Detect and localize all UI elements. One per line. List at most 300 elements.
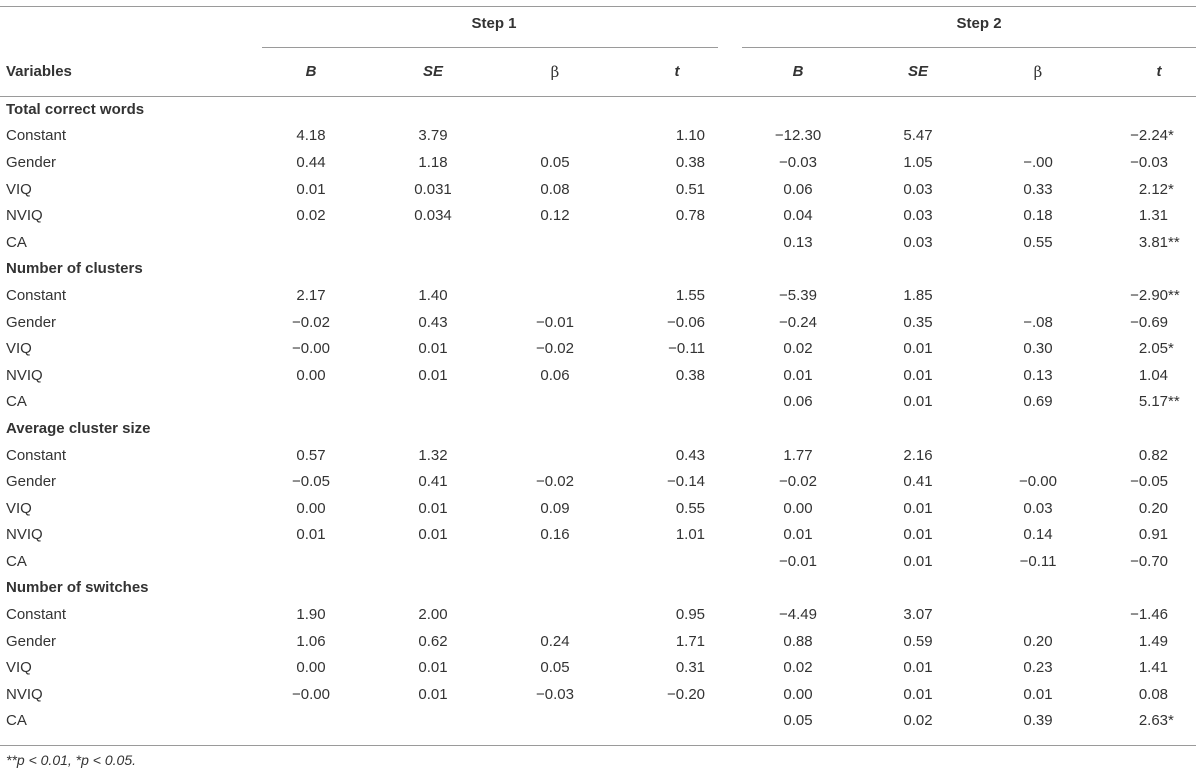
cell-value: 0.20: [1138, 499, 1169, 517]
table-cell: [250, 202, 372, 229]
cell-value: −0.14: [667, 473, 706, 491]
table-cell: [858, 681, 978, 708]
cell-value: 0.09: [540, 499, 570, 517]
table-cell: [978, 548, 1098, 575]
table-cell: [738, 176, 858, 203]
section-header-row: [0, 256, 1200, 283]
cell-value: −1.46: [1130, 606, 1169, 624]
table-cell: [738, 442, 858, 469]
table-cell: [616, 628, 738, 655]
cell-value: 0.35: [903, 313, 933, 331]
cell-value: 0.33: [1023, 180, 1053, 198]
cell-value: 0.01: [783, 366, 813, 384]
cell-value: 0.01: [418, 659, 448, 677]
row-label: NVIQ: [6, 685, 43, 703]
table-cell: [738, 229, 858, 256]
table-cell: [494, 149, 616, 176]
table-cell: [978, 681, 1098, 708]
table-cell: [372, 468, 494, 495]
table-cell: [738, 335, 858, 362]
table-cell: [978, 522, 1098, 549]
column-header-row: [0, 47, 1200, 96]
table-cell: [858, 495, 978, 522]
table-cell: [1098, 681, 1200, 708]
table-cell: [858, 601, 978, 628]
table-cell: [372, 335, 494, 362]
table-cell: [978, 601, 1098, 628]
table-cell: [372, 681, 494, 708]
cell-value: −0.03: [1130, 153, 1169, 171]
cell-value: 3.79: [418, 127, 448, 145]
cell-value: −0.00: [292, 685, 330, 703]
cell-value: 0.03: [903, 180, 933, 198]
section-title: Number of clusters: [6, 260, 143, 278]
table-cell: [250, 442, 372, 469]
table-cell: [616, 708, 738, 735]
table-cell: [250, 176, 372, 203]
cell-value: 0.69: [1023, 393, 1053, 411]
table-cell: [738, 202, 858, 229]
table-cell: [494, 309, 616, 336]
table-cell: 3.81**: [1138, 233, 1180, 251]
cell-value: 0.78: [675, 207, 706, 225]
table-cell: [1098, 202, 1200, 229]
section-title: Total correct words: [6, 100, 145, 118]
cell-value: −0.02: [536, 340, 574, 358]
cell-value: 0.00: [783, 685, 813, 703]
table-cell: [250, 123, 372, 150]
table-cell: [250, 708, 372, 735]
cell-value: 0.41: [418, 473, 448, 491]
col-header-beta-step1: β: [550, 62, 560, 81]
table-cell: [494, 362, 616, 389]
row-label: Constant: [6, 606, 67, 624]
table-cell: [250, 389, 372, 416]
col-header-t-step1: t: [674, 63, 680, 80]
table-cell: [372, 654, 494, 681]
cell-value: 0.01: [903, 526, 933, 544]
cell-value: 0.23: [1023, 659, 1053, 677]
table-cell: [372, 229, 494, 256]
table-row: [0, 442, 1200, 469]
table-cell: [1098, 601, 1200, 628]
table-cell: [978, 389, 1098, 416]
table-cell: [250, 654, 372, 681]
table-cell: [494, 495, 616, 522]
cell-value: 0.01: [418, 366, 448, 384]
table-cell: [1098, 495, 1200, 522]
table-cell: [250, 495, 372, 522]
table-cell: [978, 335, 1098, 362]
step1-header: Step 1: [471, 15, 517, 32]
cell-value: −2.24: [1130, 127, 1169, 145]
table-row: [0, 708, 1200, 735]
cell-value: −4.49: [779, 606, 817, 624]
table-cell: [372, 601, 494, 628]
row-label: CA: [6, 712, 27, 730]
table-cell: [494, 176, 616, 203]
table-cell: [372, 495, 494, 522]
table-cell: [978, 202, 1098, 229]
table-cell: [250, 362, 372, 389]
cell-value: −0.05: [1130, 473, 1169, 491]
table-cell: [616, 335, 738, 362]
section-header-row: [0, 575, 1200, 602]
cell-value: −0.00: [292, 340, 330, 358]
table-cell: [372, 628, 494, 655]
cell-value: 0.16: [540, 526, 570, 544]
table-cell: [494, 123, 616, 150]
table-cell: [250, 468, 372, 495]
cell-value: 4.18: [296, 127, 326, 145]
table-cell: [738, 681, 858, 708]
table-cell: [858, 309, 978, 336]
table-row: [0, 362, 1200, 389]
table-cell: [372, 389, 494, 416]
col-header-b-step1: B: [305, 63, 317, 80]
row-label: NVIQ: [6, 366, 43, 384]
table-cell: [616, 548, 738, 575]
table-cell: [250, 229, 372, 256]
row-label: NVIQ: [6, 207, 43, 225]
section-title: Average cluster size: [6, 419, 151, 437]
cell-value: 0.55: [1023, 233, 1053, 251]
table-cell: [978, 442, 1098, 469]
cell-value: 0.82: [1138, 446, 1169, 464]
table-row: [0, 176, 1200, 203]
table-cell: [738, 601, 858, 628]
cell-value: 1.31: [1138, 207, 1169, 225]
table-cell: [1098, 628, 1200, 655]
table-cell: −2.90**: [1130, 286, 1180, 304]
cell-value: 1.10: [675, 127, 706, 145]
table-cell: [372, 282, 494, 309]
table-cell: [978, 495, 1098, 522]
bottom-rule: [0, 745, 1196, 746]
table-row: [0, 548, 1200, 575]
table-row: [0, 522, 1200, 549]
cell-value: 0.30: [1023, 340, 1053, 358]
table-cell: [372, 708, 494, 735]
cell-value: 0.034: [414, 207, 452, 225]
row-label: Constant: [6, 446, 67, 464]
cell-value: 1.77: [783, 446, 813, 464]
table-cell: [1098, 548, 1200, 575]
row-label: CA: [6, 393, 27, 411]
cell-value: 0.24: [540, 632, 570, 650]
table-cell: [494, 282, 616, 309]
cell-value: 0.41: [903, 473, 933, 491]
cell-value: 0.43: [675, 446, 706, 464]
cell-value: 0.18: [1023, 207, 1053, 225]
cell-value: 0.01: [903, 685, 933, 703]
table-cell: [616, 654, 738, 681]
cell-value: −0.00: [1019, 473, 1057, 491]
cell-value: 0.00: [296, 366, 326, 384]
step2-header: Step 2: [956, 15, 1002, 32]
cell-value: −0.02: [292, 313, 330, 331]
table-cell: [494, 389, 616, 416]
table-cell: [858, 708, 978, 735]
cell-value: 0.01: [418, 526, 448, 544]
table-cell: 5.17**: [1138, 393, 1180, 411]
cell-value: 0.08: [540, 180, 570, 198]
row-label: CA: [6, 552, 27, 570]
cell-value: 1.71: [675, 632, 706, 650]
table-cell: [858, 335, 978, 362]
cell-value: 0.55: [675, 499, 706, 517]
cell-value: −.00: [1023, 153, 1053, 171]
table-cell: [1098, 522, 1200, 549]
table-cell: [250, 149, 372, 176]
table-cell: [494, 468, 616, 495]
cell-value: 0.06: [783, 393, 813, 411]
table-cell: [494, 442, 616, 469]
cell-value: 0.31: [675, 659, 706, 677]
section-title: Number of switches: [6, 579, 149, 597]
table-cell: [494, 522, 616, 549]
col-header-t-step2: t: [1156, 63, 1162, 80]
table-row: [0, 601, 1200, 628]
table-cell: [616, 495, 738, 522]
table-cell: [1098, 149, 1200, 176]
table-cell: [738, 389, 858, 416]
table-cell: [616, 309, 738, 336]
row-label: VIQ: [6, 499, 32, 517]
table-cell: [616, 442, 738, 469]
cell-value: 0.39: [1023, 712, 1053, 730]
table-cell: 2.12*: [1138, 180, 1174, 198]
cell-value: 0.91: [1138, 526, 1169, 544]
cell-value: 0.00: [296, 659, 326, 677]
table-row: [0, 335, 1200, 362]
cell-value: 3.07: [903, 606, 933, 624]
table-row: [0, 681, 1200, 708]
cell-value: 0.03: [1023, 499, 1053, 517]
cell-value: 0.01: [783, 526, 813, 544]
col-header-se-step1: SE: [422, 63, 443, 80]
cell-value: 0.08: [1138, 685, 1169, 703]
table-cell: [858, 282, 978, 309]
cell-value: 1.04: [1138, 366, 1169, 384]
section-header-row: [0, 415, 1200, 442]
table-cell: [738, 123, 858, 150]
table-row: [0, 229, 1200, 256]
table-cell: [1098, 309, 1200, 336]
table-cell: [858, 389, 978, 416]
cell-value: 1.06: [296, 632, 326, 650]
cell-value: −2.90: [1130, 286, 1169, 304]
cell-value: 0.01: [418, 685, 448, 703]
cell-value: 0.01: [903, 659, 933, 677]
table-cell: [616, 522, 738, 549]
cell-value: 0.51: [675, 180, 706, 198]
table-cell: [858, 229, 978, 256]
table-cell: [978, 229, 1098, 256]
table-cell: [858, 548, 978, 575]
cell-value: 0.57: [296, 446, 326, 464]
table-cell: [858, 176, 978, 203]
cell-value: 0.44: [296, 153, 326, 171]
cell-value: 0.01: [903, 340, 933, 358]
cell-value: 0.03: [903, 207, 933, 225]
table-cell: [372, 362, 494, 389]
table-cell: [738, 548, 858, 575]
table-cell: [858, 628, 978, 655]
table-row: [0, 389, 1200, 416]
table-cell: [616, 468, 738, 495]
table-cell: [372, 149, 494, 176]
cell-value: 2.16: [903, 446, 933, 464]
cell-value: 0.12: [540, 207, 570, 225]
table-cell: [372, 123, 494, 150]
cell-value: 0.06: [783, 180, 813, 198]
cell-value: −0.20: [667, 685, 706, 703]
row-label: Gender: [6, 313, 57, 331]
row-label: Gender: [6, 153, 57, 171]
table-cell: [372, 176, 494, 203]
table-row: [0, 309, 1200, 336]
cell-value: 0.02: [296, 207, 326, 225]
table-cell: [372, 442, 494, 469]
table-row: [0, 654, 1200, 681]
table-cell: 2.63*: [1138, 712, 1174, 730]
cell-value: −0.02: [536, 473, 574, 491]
step-header-spacer: [0, 0, 250, 47]
table-cell: [858, 442, 978, 469]
table-cell: [250, 335, 372, 362]
table-cell: [494, 335, 616, 362]
cell-value: 0.06: [540, 366, 570, 384]
cell-value: −12.30: [774, 127, 822, 145]
cell-value: −0.11: [668, 340, 706, 358]
table-row: [0, 149, 1200, 176]
cell-value: 2.05: [1138, 340, 1169, 358]
table-cell: [738, 522, 858, 549]
step-header-row: [0, 0, 1200, 47]
table-cell: [978, 123, 1098, 150]
cell-value: −0.01: [779, 552, 817, 570]
row-label: Gender: [6, 473, 57, 491]
cell-value: 0.20: [1023, 632, 1053, 650]
table-cell: [978, 176, 1098, 203]
table-cell: [1098, 468, 1200, 495]
row-label: VIQ: [6, 340, 32, 358]
table-cell: [978, 468, 1098, 495]
table-cell: [978, 708, 1098, 735]
cell-value: 0.13: [783, 233, 813, 251]
table-cell: [494, 548, 616, 575]
row-label: VIQ: [6, 659, 32, 677]
table-row: [0, 468, 1200, 495]
cell-value: 0.03: [903, 233, 933, 251]
cell-value: 0.43: [418, 313, 448, 331]
cell-value: 2.17: [296, 286, 326, 304]
cell-value: 0.59: [903, 632, 933, 650]
table-cell: [738, 495, 858, 522]
table-cell: [738, 708, 858, 735]
cell-value: 1.85: [903, 286, 933, 304]
table-cell: [250, 282, 372, 309]
table-cell: [858, 654, 978, 681]
cell-value: 0.00: [783, 499, 813, 517]
cell-value: 0.031: [414, 180, 452, 198]
table-cell: [738, 149, 858, 176]
cell-value: 0.38: [675, 153, 706, 171]
table-cell: [738, 628, 858, 655]
table-cell: [616, 149, 738, 176]
table-cell: [372, 309, 494, 336]
table-cell: [858, 522, 978, 549]
cell-value: −0.05: [292, 473, 330, 491]
table-row: [0, 495, 1200, 522]
cell-value: 0.95: [675, 606, 706, 624]
cell-value: 0.02: [783, 340, 813, 358]
cell-value: 2.00: [418, 606, 448, 624]
cell-value: 1.55: [675, 286, 706, 304]
table-cell: [616, 123, 738, 150]
table-row: [0, 628, 1200, 655]
cell-value: 0.01: [418, 499, 448, 517]
cell-value: 2.63: [1138, 712, 1169, 730]
table-cell: 2.05*: [1138, 340, 1174, 358]
table-cell: [978, 309, 1098, 336]
cell-value: −0.01: [536, 313, 574, 331]
table-footnote: **p < 0.01, *p < 0.05.: [6, 752, 136, 768]
table-cell: [494, 202, 616, 229]
table-cell: −2.24*: [1130, 127, 1174, 145]
table-cell: [858, 123, 978, 150]
table-cell: [616, 362, 738, 389]
cell-value: 5.47: [903, 127, 933, 145]
cell-value: 0.02: [783, 659, 813, 677]
table-cell: [372, 522, 494, 549]
cell-value: 1.40: [418, 286, 448, 304]
table-cell: [250, 522, 372, 549]
cell-value: 1.49: [1138, 632, 1169, 650]
table-cell: [372, 202, 494, 229]
row-label: Gender: [6, 632, 57, 650]
row-label: Constant: [6, 286, 67, 304]
table-cell: [978, 654, 1098, 681]
cell-value: 0.04: [783, 207, 813, 225]
table-cell: [858, 362, 978, 389]
table-cell: [494, 229, 616, 256]
table-cell: [738, 468, 858, 495]
cell-value: 1.41: [1138, 659, 1169, 677]
cell-value: 1.32: [418, 446, 448, 464]
table-cell: [250, 681, 372, 708]
variables-header: Variables: [6, 63, 72, 80]
cell-value: 0.01: [418, 340, 448, 358]
section-header-row: [0, 96, 1200, 123]
row-label: Constant: [6, 127, 67, 145]
table-cell: [978, 282, 1098, 309]
table-cell: [616, 176, 738, 203]
table-cell: [494, 601, 616, 628]
table-cell: [738, 362, 858, 389]
col-header-se-step2: SE: [908, 63, 929, 80]
cell-value: −0.69: [1130, 313, 1169, 331]
cell-value: 0.02: [903, 712, 933, 730]
table-cell: [858, 202, 978, 229]
cell-value: −0.70: [1130, 552, 1169, 570]
table-cell: [616, 282, 738, 309]
table-cell: [738, 282, 858, 309]
cell-value: −0.02: [779, 473, 817, 491]
cell-value: 0.00: [296, 499, 326, 517]
table-cell: [978, 362, 1098, 389]
